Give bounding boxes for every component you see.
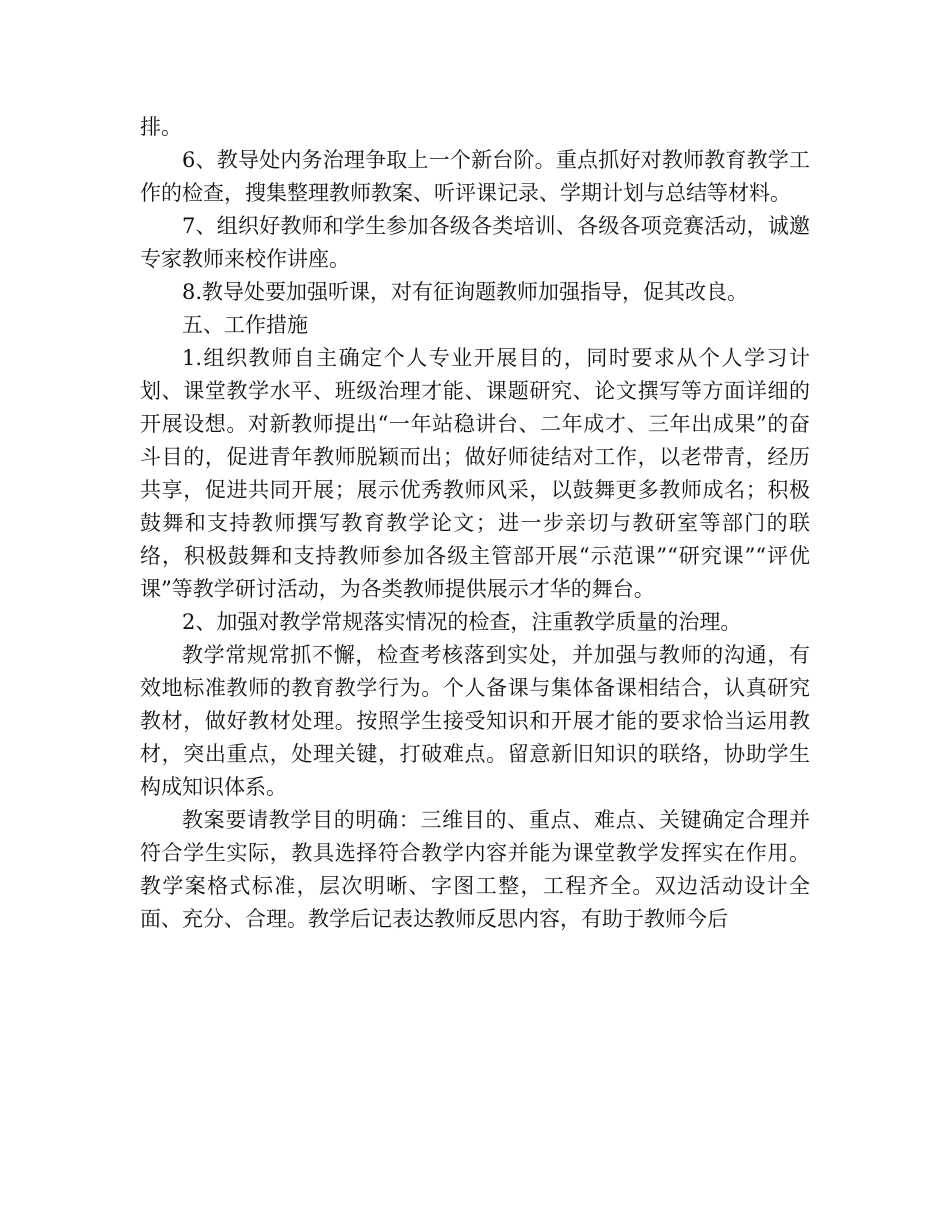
section-heading: 五、工作措施 bbox=[182, 313, 308, 337]
paragraph-measure-1: 1.组织教师自主确定个人专业开展目的，同时要求从个人学习计划、课堂教学水平、班级治理才能、课题研究、论文撰写等方面详细的开展设想。对新教师提出“一年站稳讲台、二年成才、三年出成果”的奋斗目的，促进青年教师脱颖而出；做好师徒结对工作，以老带青，经历共享，促进共同开展；展示优秀教师风采，以鼓舞更多教师成名；积极鼓舞和支持教师撰写教育教学论文；进一步亲切与教研室等部门的联络，积极鼓舞和支持教师参加各级主管部开展“示范课”“研究课”“评优课”等教学研讨活动，为各类教师提供展示才华的舞台。 bbox=[140, 346, 810, 601]
paragraph-measure-2: 2、加强对教学常规落实情况的检查，注重教学质量的治理。 bbox=[182, 610, 742, 634]
paragraph-continuation: 排。 bbox=[140, 115, 182, 139]
paragraph-item-7: 7、组织好教师和学生参加各级各类培训、各级各项竞赛活动，诚邀专家教师来校作讲座。 bbox=[140, 214, 810, 271]
paragraph-item-6: 6、教导处内务治理争取上一个新台阶。重点抓好对教师教育教学工作的检查，搜集整理教师教案、听评课记录、学期计划与总结等材料。 bbox=[140, 148, 810, 205]
document-body bbox=[140, 111, 810, 936]
paragraph-teaching-routine: 教学常规常抓不懈，检查考核落到实处，并加强与教师的沟通，有效地标准教师的教育教学行为。个人备课与集体备课相结合，认真研究教材，做好教材处理。按照学生接受知识和开展才能的要求恰当运用教材，突出重点，处理关键，打破难点。留意新旧知识的联络，协助学生构成知识体系。 bbox=[140, 643, 810, 799]
paragraph-item-8: 8.教导处要加强听课，对有征询题教师加强指导，促其改良。 bbox=[182, 280, 749, 304]
paragraph-lesson-plan: 教案要请教学目的明确：三维目的、重点、难点、关键确定合理并符合学生实际，教具选择符合教学内容并能为课堂教学发挥实在作用。教学案格式标准，层次明晰、字图工整，工程齐全。双边活动设计全面、充分、合理。教学后记表达教师反思内容，有助于教师今后 bbox=[140, 808, 810, 931]
